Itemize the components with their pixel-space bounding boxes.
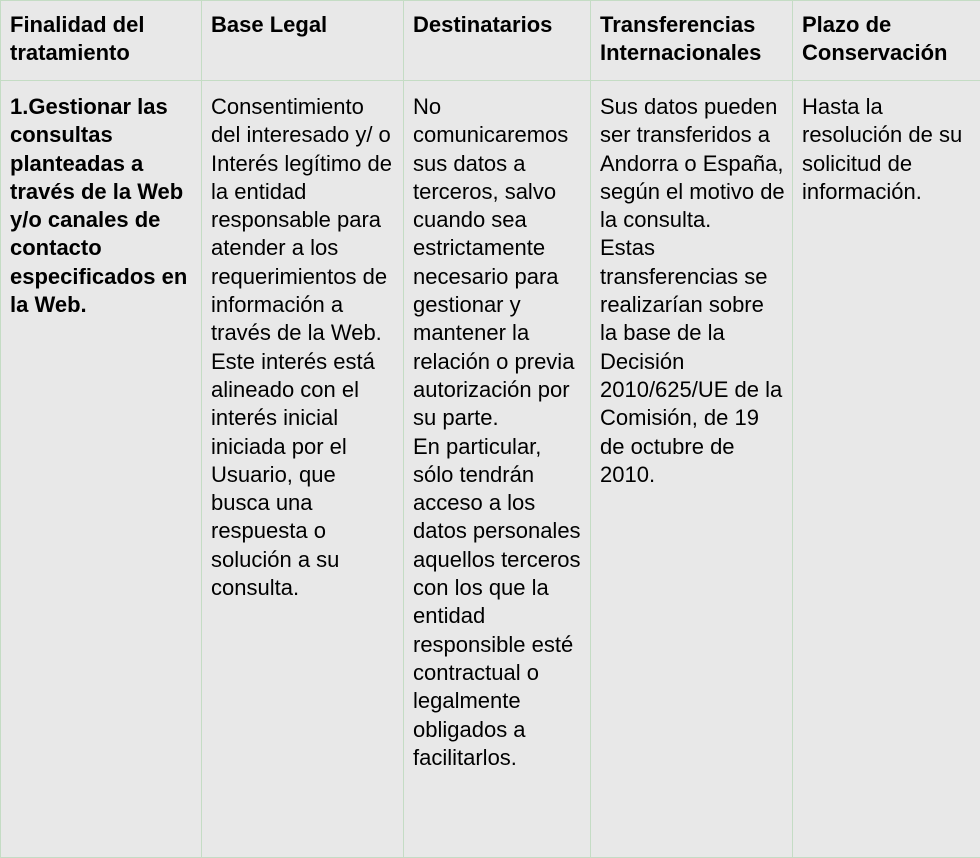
cell-finalidad: 1.Gestionar las consultas planteadas a través de la Web y/o canales de contacto especificados en la Web. <box>1 81 202 858</box>
destinatarios-paragraph: No comunicaremos sus datos a terceros, salvo cuando sea estrictamente necesario para gestionar y mantener la relación o previa autorización por su parte. <box>413 94 575 431</box>
cell-transferencias <box>591 81 793 858</box>
header-destinatarios: Destinatarios <box>404 1 591 81</box>
header-finalidad: Finalidad del tratamiento <box>1 1 202 81</box>
cell-destinatarios <box>404 81 591 858</box>
header-base-legal: Base Legal <box>202 1 404 81</box>
header-transferencias: Transferencias Internacionales <box>591 1 793 81</box>
destinatarios-paragraph: En particular, sólo tendrán acceso a los datos personales aquellos terceros con los que la entidad responsible esté contractual o legalmente obligados a facilitarlos. <box>413 433 581 770</box>
cell-base-legal <box>202 81 404 858</box>
transferencias-paragraph: Sus datos pueden ser transferidos a Andorra o España, según el motivo de la consulta. <box>600 94 785 233</box>
base-legal-paragraph: Consentimiento del interesado y/ o Interés legítimo de la entidad responsable para atender a los requerimientos de información a través de la Web. <box>211 94 392 346</box>
base-legal-paragraph: Este interés está alineado con el interés inicial iniciada por el Usuario, que busca una respuesta o solución a su consulta. <box>211 348 375 601</box>
transferencias-paragraph: Estas transferencias se realizarían sobre la base de la Decisión 2010/625/UE de la Comisión, de 19 de octubre de 2010. <box>600 235 783 487</box>
header-plazo: Plazo de Conservación <box>793 1 980 81</box>
cell-plazo: Hasta la resolución de su solicitud de información. <box>793 81 980 858</box>
table-row <box>1 81 980 858</box>
header-row <box>1 1 980 81</box>
